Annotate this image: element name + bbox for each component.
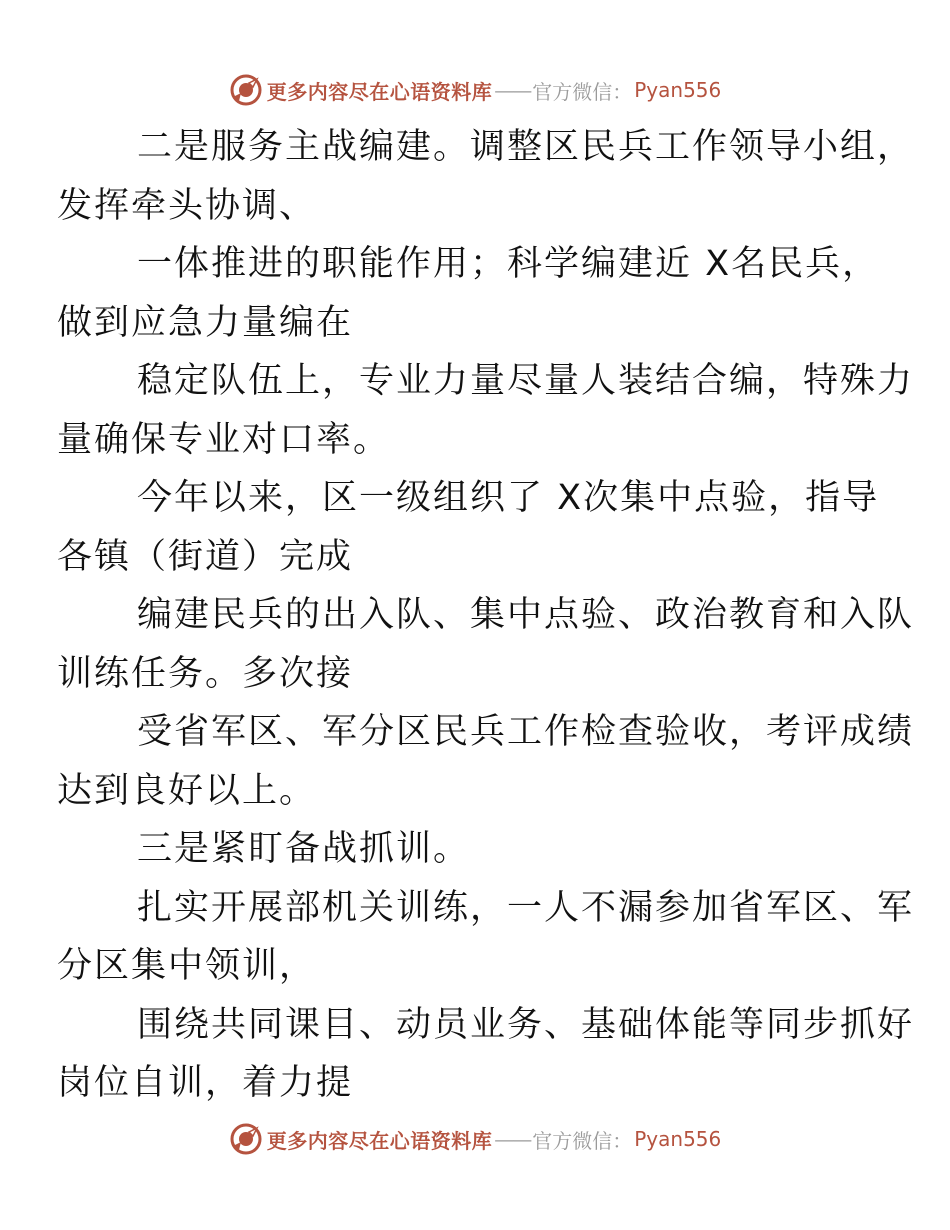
header-banner [0,73,950,107]
paragraph-line: 量确保专业对口率。 [57,419,391,460]
banner-wechat-id: Pyan556 [634,1127,722,1151]
paragraph-line: 分区集中领训， [57,946,317,986]
paragraph-line: 各镇（街道）完成 [57,536,354,577]
banner-brand-text: 更多内容尽在心语资料库 [266,1128,493,1153]
document-body [57,118,915,1113]
banner-wechat-label: 官方微信： [532,79,633,104]
paragraph [57,586,915,703]
paragraph [57,235,880,352]
banner-wechat-id: Pyan556 [634,78,722,102]
paragraph [57,879,915,996]
banner-separator: —— [494,78,531,102]
seal-logo-icon [229,1122,263,1156]
footer-banner [0,1122,950,1156]
paragraph [57,469,880,586]
seal-logo-icon [229,73,263,107]
paragraph-line: 一体推进的职能作用；科学编建近 X名民兵， [137,244,880,284]
paragraph [57,118,915,235]
paragraph-line: 岗位自训，着力提 [57,1063,354,1103]
banner-brand-text: 更多内容尽在心语资料库 [266,79,493,104]
paragraph [97,820,867,879]
paragraph-line: 三是紧盯备战抓训。 [137,829,471,869]
paragraph-line: 今年以来，区一级组织了 X次集中点验，指导 [137,478,880,518]
banner-separator: —— [494,1127,531,1151]
paragraph [57,996,915,1113]
paragraph-line: 发挥牵头协调、 [57,185,317,226]
paragraph [57,352,915,469]
paragraph-line: 稳定队伍上，专业力量尽量人装结合编，特殊力 [137,361,915,401]
paragraph-line: 编建民兵的出入队、集中点验、政治教育和入队 [137,595,915,635]
paragraph-line: 达到良好以上。 [57,770,317,811]
paragraph-line: 围绕共同课目、动员业务、基础体能等同步抓好 [137,1004,915,1045]
paragraph-line: 做到应急力量编在 [57,302,354,343]
banner-wechat-label: 官方微信： [532,1128,633,1153]
paragraph-line: 二是服务主战编建。调整区民兵工作领导小组， [137,127,915,167]
paragraph-line: 训练任务。多次接 [57,653,354,694]
paragraph-line: 受省军区、军分区民兵工作检查验收，考评成绩 [137,712,915,752]
paragraph-line: 扎实开展部机关训练，一人不漏参加省军区、军 [137,887,915,928]
paragraph [57,703,915,820]
